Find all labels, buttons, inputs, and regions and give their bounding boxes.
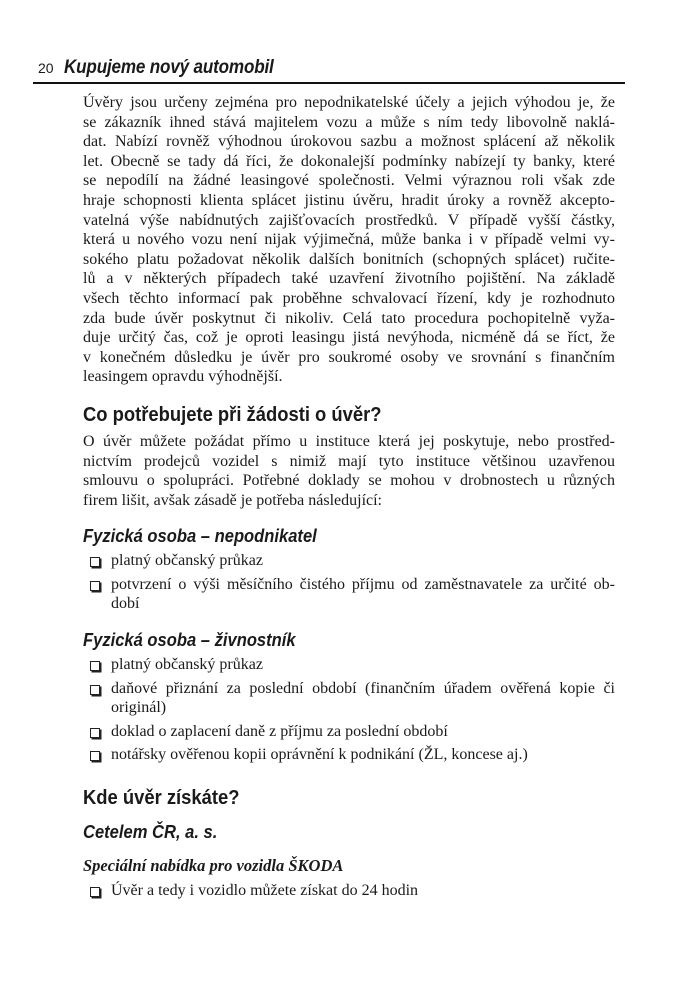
list-item-text bbox=[111, 679, 615, 718]
text-line: duje určitý čas, což je oproti leasingu jistá nevýhoda, nicméně dá se říct, že bbox=[83, 329, 615, 347]
list-item-text bbox=[111, 551, 615, 571]
paragraph-requirements bbox=[83, 432, 615, 510]
list-item bbox=[90, 551, 615, 571]
list-item bbox=[90, 575, 615, 614]
text-line: platný občanský průkaz bbox=[111, 656, 263, 673]
text-line: v konečném důsledku je úvěr pro soukromé osoby ve srovnání s finančním bbox=[83, 348, 615, 366]
list-item bbox=[90, 881, 615, 901]
text-line: daňové přiznání za poslední období (finančním úřadem ověřená kopie či bbox=[111, 679, 615, 697]
list-item bbox=[90, 745, 615, 765]
page-header bbox=[38, 57, 297, 79]
checkbox-bullet-icon bbox=[90, 751, 100, 761]
text-line: leasingem opravdu výhodnější. bbox=[83, 368, 283, 386]
text-line: vatelná výše nabídnutých zajišťovacích prostředků. V případě vyšší částky, bbox=[83, 211, 615, 229]
text-line: potvrzení o výši měsíčního čistého příjmu od zaměstnavatele za určité ob- bbox=[111, 575, 615, 593]
checkbox-bullet-icon bbox=[90, 685, 100, 695]
text-line: Úvěry jsou určeny zejména pro nepodnikatelské účely a jejich výhodou je, že bbox=[83, 94, 615, 111]
list-item-text bbox=[111, 881, 615, 901]
checkbox-bullet-icon bbox=[90, 728, 100, 738]
text-line: se nepodílí na žádné leasingové společnosti. Velmi výraznou roli však zde bbox=[83, 172, 615, 190]
text-line: která u nového vozu není nijak výjimečná, může banka i v případě velmi vy- bbox=[83, 231, 615, 249]
text-line: let. Obecně se tady dá říci, že dokonalejší podmínky nabízejí ty banky, které bbox=[83, 152, 615, 170]
page-number: 20 bbox=[38, 60, 54, 76]
list-item-text bbox=[111, 722, 615, 742]
text-line: hraje schopnosti klienta splácet jistinu úvěru, hradit úroky a rovněž akcepto- bbox=[83, 191, 615, 209]
text-line: všech těchto informací pak proběhne schvalovací řízení, kdy je rozhodnuto bbox=[83, 289, 615, 307]
offer-title: Speciální nabídka pro vozidla ŠKODA bbox=[83, 856, 344, 875]
text-line: dat. Nabízí rovněž výhodnou úrokovou sazbu a možnost splácení až několik bbox=[83, 133, 615, 151]
list-nepodnikatel bbox=[90, 551, 615, 618]
list-offer bbox=[90, 881, 615, 905]
checkbox-bullet-icon bbox=[90, 581, 100, 591]
text-line: dobí bbox=[111, 595, 140, 613]
text-line: se zákazník ihned stává majitelem vozu a může s ním tedy libovolně naklá- bbox=[83, 113, 615, 131]
text-line: doklad o zaplacení daně z příjmu za poslední období bbox=[111, 722, 448, 740]
text-line: notářsky ověřenou kopii oprávnění k podnikání (ŽL, koncese aj.) bbox=[111, 746, 528, 764]
text-line: nictvím prodejců vozidel s nimiž mají tyto instituce většinou uzavřenou bbox=[83, 452, 615, 470]
list-item-text bbox=[111, 745, 615, 765]
paragraph-intro bbox=[83, 93, 615, 387]
list-item-text bbox=[111, 575, 615, 614]
list-item bbox=[90, 679, 615, 718]
checkbox-bullet-icon bbox=[90, 557, 100, 567]
subheading-zivnostnik: Fyzická osoba – živnostník bbox=[83, 630, 296, 650]
text-line: lů a v některých případech také uzavření životního pojištění. Na základě bbox=[83, 270, 615, 288]
checkbox-bullet-icon bbox=[90, 661, 100, 671]
text-line: Úvěr a tedy i vozidlo můžete získat do 24 hodin bbox=[111, 882, 419, 899]
running-title: Kupujeme nový automobil bbox=[63, 57, 274, 78]
subheading-nepodnikatel: Fyzická osoba – nepodnikatel bbox=[83, 526, 317, 546]
checkbox-bullet-icon bbox=[90, 887, 100, 897]
header-rule bbox=[33, 82, 625, 84]
heading-requirements: Co potřebujete při žádosti o úvěr? bbox=[83, 404, 382, 426]
text-line: platný občanský průkaz bbox=[111, 552, 263, 569]
list-item-text bbox=[111, 655, 615, 675]
text-line: smlouvu o spolupráci. Potřebné doklady se mohou v drobnostech u různých bbox=[83, 472, 615, 490]
text-line: originál) bbox=[111, 699, 167, 717]
list-item bbox=[90, 722, 615, 742]
text-line: O úvěr můžete požádat přímo u instituce která jej poskytuje, nebo prostřed- bbox=[83, 433, 615, 450]
text-line: firem lišit, avšak zásadě je potřeba následující: bbox=[83, 491, 382, 509]
list-item bbox=[90, 655, 615, 675]
list-zivnostnik bbox=[90, 655, 615, 769]
heading-where: Kde úvěr získáte? bbox=[83, 787, 240, 809]
company-name: Cetelem ČR, a. s. bbox=[83, 822, 218, 842]
text-line: zda bude úvěr poskytnut či nikoliv. Celá tato procedura pochopitelně vyža- bbox=[83, 309, 615, 327]
text-line: sokého platu požadovat několik dalších bonitních (schopných splácet) ručite- bbox=[83, 250, 615, 268]
